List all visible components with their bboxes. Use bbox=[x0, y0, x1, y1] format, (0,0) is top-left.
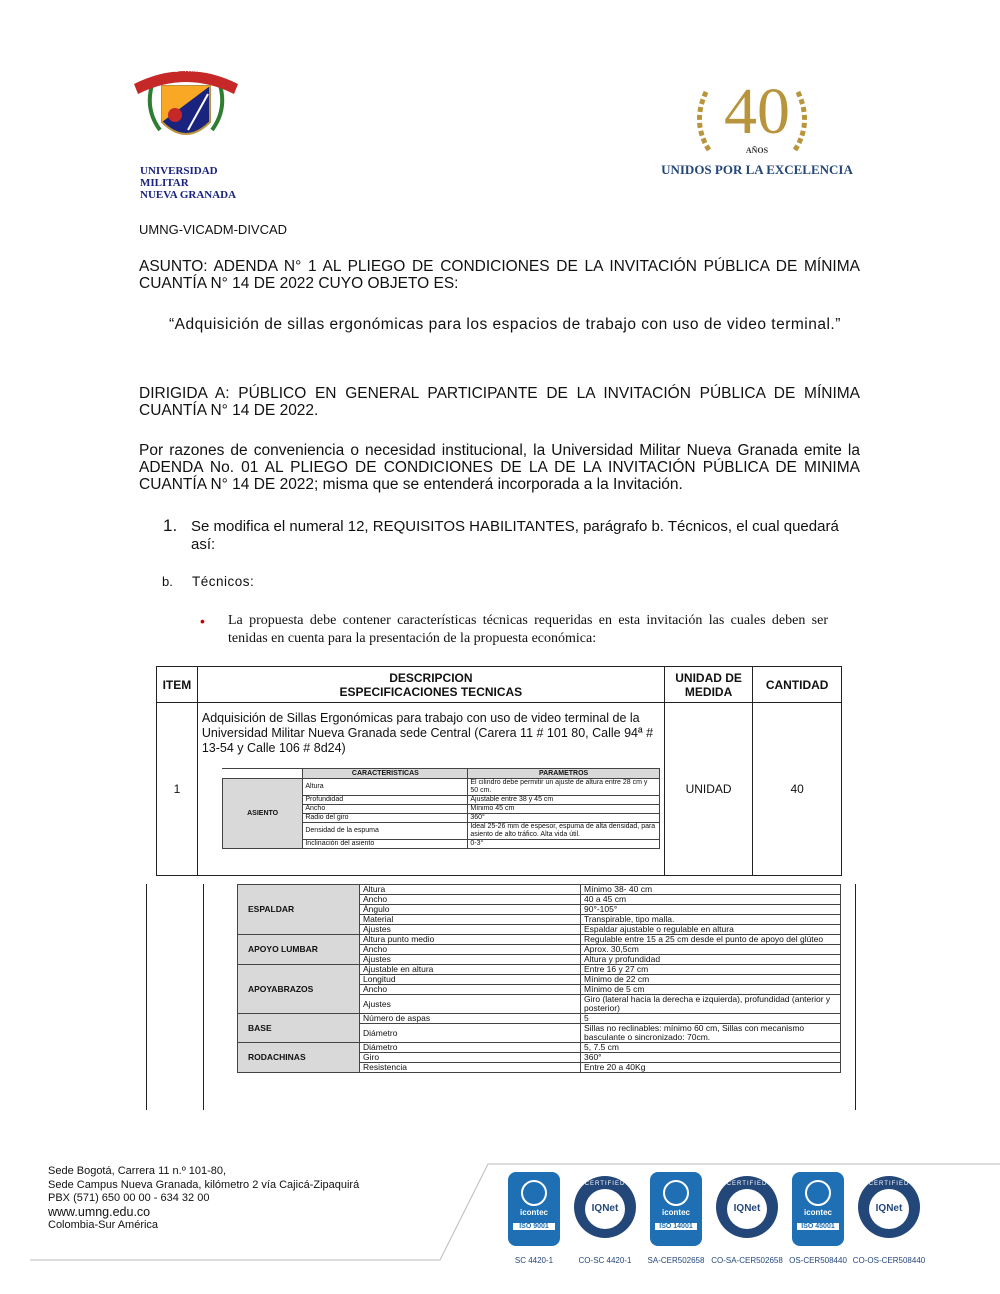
asiento-value: 360° bbox=[468, 814, 660, 823]
spec-key: Longitud bbox=[360, 975, 581, 985]
asiento-value: Mínimo 45 cm bbox=[468, 805, 660, 814]
iqnet-icon bbox=[716, 1176, 778, 1238]
anniversary-slogan: UNIDOS POR LA EXCELENCIA bbox=[661, 162, 853, 177]
asiento-value: El cilindro debe permitir un ajuste de altura entre 28 cm y 50 cm. bbox=[468, 779, 660, 796]
footer-web[interactable]: www.umng.edu.co bbox=[48, 1204, 151, 1219]
group-label: BASE bbox=[238, 1014, 360, 1043]
spec-key: Altura punto medio bbox=[360, 935, 581, 945]
asiento-key: Altura bbox=[303, 779, 468, 796]
item-cell: 1 bbox=[157, 703, 198, 876]
spec-value: Aprox. 30,5cm bbox=[581, 945, 841, 955]
logo-name-2: NUEVA GRANADA bbox=[140, 189, 237, 201]
col-unit-1: UNIDAD DE bbox=[675, 670, 742, 685]
spec-value: Altura y profundidad bbox=[581, 955, 841, 965]
col-description-1: DESCRIPCION bbox=[389, 670, 473, 685]
spec-key: Altura bbox=[360, 885, 581, 895]
cert-iso: CERTIFIED bbox=[726, 1181, 768, 1187]
cert-code: SA-CER502658 bbox=[647, 1256, 705, 1265]
iqnet-badge bbox=[571, 1172, 639, 1265]
dirigida: DIRIGIDA A: PÚBLICO EN GENERAL PARTICIPANTE DE LA INVITACIÓN PÚBLICA DE MÍNIMA CUANTÍA N° 14 DE 2022. bbox=[139, 385, 860, 419]
spec-row bbox=[238, 965, 841, 975]
cert-iso: ISO 9001 bbox=[513, 1223, 555, 1230]
cert-brand: icontec bbox=[803, 1208, 832, 1217]
col-description bbox=[197, 667, 664, 703]
specs-table-continued bbox=[237, 884, 841, 1073]
anniversary-years: AÑOS bbox=[745, 146, 769, 155]
asiento-table bbox=[222, 768, 660, 849]
spec-value: Sillas no reclinables: mínimo 60 cm, Sillas con mecanismo basculante o sincronizado: 70cm. bbox=[581, 1024, 841, 1043]
spec-key: Ancho bbox=[360, 895, 581, 905]
spec-key: Material bbox=[360, 915, 581, 925]
asiento-key: Inclinación del asiento bbox=[303, 840, 468, 849]
item-number: 1. bbox=[163, 516, 178, 535]
asiento-key: Profundidad bbox=[303, 796, 468, 805]
inner-col-par: PARAMETROS bbox=[468, 769, 660, 779]
anniversary-logo bbox=[652, 75, 862, 182]
spec-value: 40 a 45 cm bbox=[581, 895, 841, 905]
spec-key: Ajustable en altura bbox=[360, 965, 581, 975]
sub-text: Técnicos: bbox=[192, 574, 255, 589]
asiento-key: Radio del giro bbox=[303, 814, 468, 823]
spec-key: Ajustes bbox=[360, 955, 581, 965]
spec-row bbox=[238, 935, 841, 945]
group-label: RODACHINAS bbox=[238, 1043, 360, 1073]
spec-value: Espaldar ajustable o regulable en altura bbox=[581, 925, 841, 935]
group-label: APOYO LUMBAR bbox=[238, 935, 360, 965]
col-quantity: CANTIDAD bbox=[753, 667, 842, 703]
icontec-badge bbox=[500, 1172, 568, 1265]
footer-line-5: Colombia-Sur América bbox=[48, 1219, 159, 1231]
objeto: “Adquisición de sillas ergonómicas para los espacios de trabajo con uso de video terminal.” bbox=[169, 316, 841, 333]
intro-paragraph: Por razones de conveniencia o necesidad institucional, la Universidad Militar Nueva Granada emite la ADENDA No. 01 AL PLIEGO DE CONDICIONES DE LA DE LA INVITACIÓN PÚBLICA DE MINIMA CUANTÍA N° 14 DE 2022; misma que se entenderá incorporada a la Invitación. bbox=[139, 442, 860, 493]
footer-line-3: PBX (571) 650 00 00 - 634 32 00 bbox=[48, 1192, 210, 1204]
group-label: APOYABRAZOS bbox=[238, 965, 360, 1014]
icontec-badge bbox=[642, 1172, 710, 1265]
spec-key: Resistencia bbox=[360, 1063, 581, 1073]
spec-key: Giro bbox=[360, 1053, 581, 1063]
spec-row bbox=[238, 1014, 841, 1024]
cert-brand: IQNet bbox=[869, 1189, 909, 1229]
table-continuation bbox=[146, 884, 856, 1110]
col-description-2: ESPECIFICACIONES TECNICAS bbox=[339, 684, 523, 699]
spec-value: Transpirable, tipo malla. bbox=[581, 915, 841, 925]
icontec-icon bbox=[650, 1172, 702, 1246]
item-text: Se modifica el numeral 12, REQUISITOS HABILITANTES, parágrafo b. Técnicos, el cual quedará así: bbox=[191, 518, 839, 553]
asiento-value: Ajustable entre 38 y 45 cm bbox=[468, 796, 660, 805]
cert-code: SC 4420-1 bbox=[514, 1256, 554, 1265]
spec-value: 360° bbox=[581, 1053, 841, 1063]
quantity-cell: 40 bbox=[753, 703, 842, 876]
asiento-key: Ancho bbox=[303, 805, 468, 814]
spec-value: 5, 7.5 cm bbox=[581, 1043, 841, 1053]
col-unit bbox=[664, 667, 752, 703]
bullet-text: La propuesta debe contener características técnicas requeridas en esta invitación las cuales deben ser tenidas en cuenta para la presentación de la propuesta económica: bbox=[228, 613, 828, 646]
spec-row bbox=[238, 885, 841, 895]
logo-motto: SCIENTIAE · PATRIAE · FAMILIAE bbox=[148, 68, 242, 74]
inner-col-car: CARACTERISTICAS bbox=[303, 769, 468, 779]
spec-value: Entre 16 y 27 cm bbox=[581, 965, 841, 975]
cert-code: CO-SA-CER502658 bbox=[711, 1256, 783, 1265]
spec-value: Regulable entre 15 a 25 cm desde el punto de apoyo del glúteo bbox=[581, 935, 841, 945]
spec-row bbox=[238, 1043, 841, 1053]
description-cell bbox=[197, 703, 664, 876]
cert-iso: ISO 45001 bbox=[797, 1223, 839, 1230]
asiento-value: Ideal 25-26 mm de espesor, espuma de alta densidad, para asiento de alto tráfico. Alta vida útil. bbox=[468, 823, 660, 840]
logo-name-1: UNIVERSIDAD MILITAR bbox=[140, 165, 218, 189]
col-item: ITEM bbox=[157, 667, 198, 703]
iqnet-badge bbox=[711, 1172, 783, 1265]
spec-value: Mínimo 38- 40 cm bbox=[581, 885, 841, 895]
icontec-icon bbox=[792, 1172, 844, 1246]
cert-code: CO-SC 4420-1 bbox=[578, 1256, 632, 1265]
cert-code: CO-OS-CER508440 bbox=[852, 1256, 926, 1265]
spec-key: Número de aspas bbox=[360, 1014, 581, 1024]
spec-value: 90°-105° bbox=[581, 905, 841, 915]
asiento-key: Densidad de la espuma bbox=[303, 823, 468, 840]
footer-line-1: Sede Bogotá, Carrera 11 n.º 101-80, bbox=[48, 1165, 227, 1177]
unit-cell: UNIDAD bbox=[664, 703, 752, 876]
cert-iso: ISO 14001 bbox=[655, 1223, 697, 1230]
cert-code: OS-CER508440 bbox=[789, 1256, 847, 1265]
cert-brand: icontec bbox=[661, 1208, 690, 1217]
footer-line-2: Sede Campus Nueva Granada, kilómetro 2 vía Cajicá-Zipaquirá bbox=[48, 1178, 360, 1191]
spec-key: Diámetro bbox=[360, 1024, 581, 1043]
bullet-dot: • bbox=[200, 613, 205, 629]
spec-value: Entre 20 a 40Kg bbox=[581, 1063, 841, 1073]
spec-value: 5 bbox=[581, 1014, 841, 1024]
spec-key: Ajustes bbox=[360, 925, 581, 935]
iqnet-icon bbox=[574, 1176, 636, 1238]
cert-brand: IQNet bbox=[727, 1189, 767, 1229]
anniversary-number: 40 bbox=[724, 75, 790, 148]
col-unit-2: MEDIDA bbox=[684, 684, 733, 699]
spec-key: Ancho bbox=[360, 985, 581, 995]
group-label: ESPALDAR bbox=[238, 885, 360, 935]
spec-value: Mínimo de 22 cm bbox=[581, 975, 841, 985]
cert-iso: CERTIFIED bbox=[868, 1181, 910, 1187]
spec-key: Ajustes bbox=[360, 995, 581, 1014]
cert-iso: CERTIFIED bbox=[584, 1181, 626, 1187]
spec-value: Mínimo de 5 cm bbox=[581, 985, 841, 995]
cert-brand: IQNet bbox=[585, 1189, 625, 1229]
spec-key: Diámetro bbox=[360, 1043, 581, 1053]
spec-value: Giro (lateral hacia la derecha e izquierda), profundidad (anterior y posterior) bbox=[581, 995, 841, 1014]
asiento-row bbox=[222, 779, 659, 796]
asunto: ASUNTO: ADENDA N° 1 AL PLIEGO DE CONDICIONES DE LA INVITACIÓN PÚBLICA DE MÍNIMA CUANTÍA N° 14 DE 2022 CUYO OBJETO ES: bbox=[139, 258, 860, 292]
iqnet-icon bbox=[858, 1176, 920, 1238]
asiento-label: ASIENTO bbox=[222, 779, 303, 849]
icontec-badge bbox=[784, 1172, 852, 1265]
icontec-icon bbox=[508, 1172, 560, 1246]
asiento-value: 0-3° bbox=[468, 840, 660, 849]
sub-letter: b. bbox=[162, 574, 173, 589]
document-code: UMNG-VICADM-DIVCAD bbox=[139, 222, 288, 237]
cert-brand: icontec bbox=[519, 1208, 548, 1217]
specs-table bbox=[156, 666, 842, 876]
spec-key: Ángulo bbox=[360, 905, 581, 915]
description-text: Adquisición de Sillas Ergonómicas para trabajo con uso de video terminal de la Universidad Militar Nueva Granada sede Central (Carera 11 # 101 80, Calle 94ª # 13-54 y Calle 106 # 8d24) bbox=[201, 711, 654, 755]
iqnet-badge bbox=[852, 1172, 926, 1265]
spec-key: Ancho bbox=[360, 945, 581, 955]
university-logo bbox=[130, 60, 242, 201]
